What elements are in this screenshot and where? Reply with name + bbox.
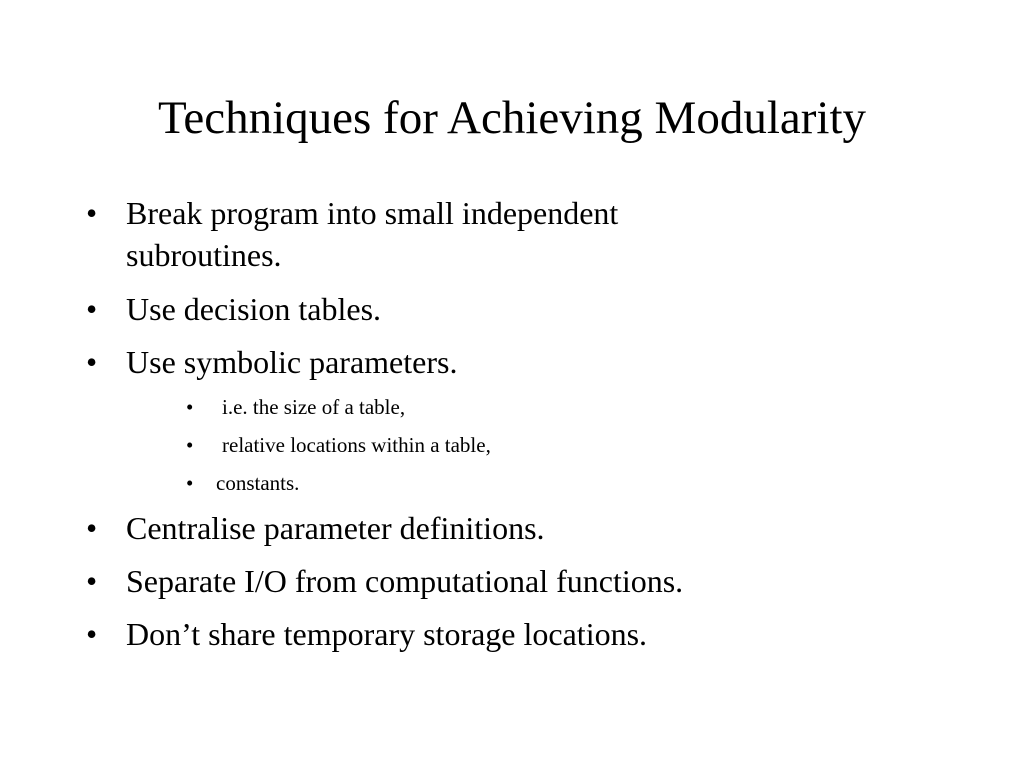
bullet-text: Use decision tables. xyxy=(126,291,382,327)
bullet-item xyxy=(86,341,846,383)
bullet-text: Don’t share temporary storage locations. xyxy=(126,616,648,652)
bullet-marker: • xyxy=(86,616,98,652)
bullet-item xyxy=(86,288,846,330)
sub-bullet-marker: • xyxy=(186,433,194,457)
bullet-text: Centralise parameter definitions. xyxy=(126,510,545,546)
sub-bullet-item xyxy=(186,469,786,497)
bullet-item xyxy=(86,192,846,276)
sub-bullet-text: constants. xyxy=(216,471,300,495)
sub-bullet-marker: • xyxy=(186,471,194,495)
bullet-item xyxy=(86,507,846,549)
bullet-text: Use symbolic parameters. xyxy=(126,344,458,380)
sub-bullet-item xyxy=(186,393,786,421)
sub-bullet-marker: • xyxy=(186,395,194,419)
bullet-marker: • xyxy=(86,291,98,327)
bullet-marker: • xyxy=(86,344,98,380)
bullet-marker: • xyxy=(86,563,98,599)
bullet-text: Separate I/O from computational functions. xyxy=(126,563,684,599)
bullet-marker: • xyxy=(86,195,98,231)
bullet-item xyxy=(86,560,846,602)
bullet-text-line1: Break program into small independent xyxy=(126,195,619,231)
sub-bullet-item xyxy=(186,431,786,459)
bullet-marker: • xyxy=(86,510,98,546)
bullet-text-line2: subroutines. xyxy=(126,237,282,273)
bullet-item xyxy=(86,613,846,655)
sub-bullet-text: relative locations within a table, xyxy=(222,433,491,457)
slide-title: Techniques for Achieving Modularity xyxy=(157,92,867,144)
sub-bullet-text: i.e. the size of a table, xyxy=(222,395,406,419)
